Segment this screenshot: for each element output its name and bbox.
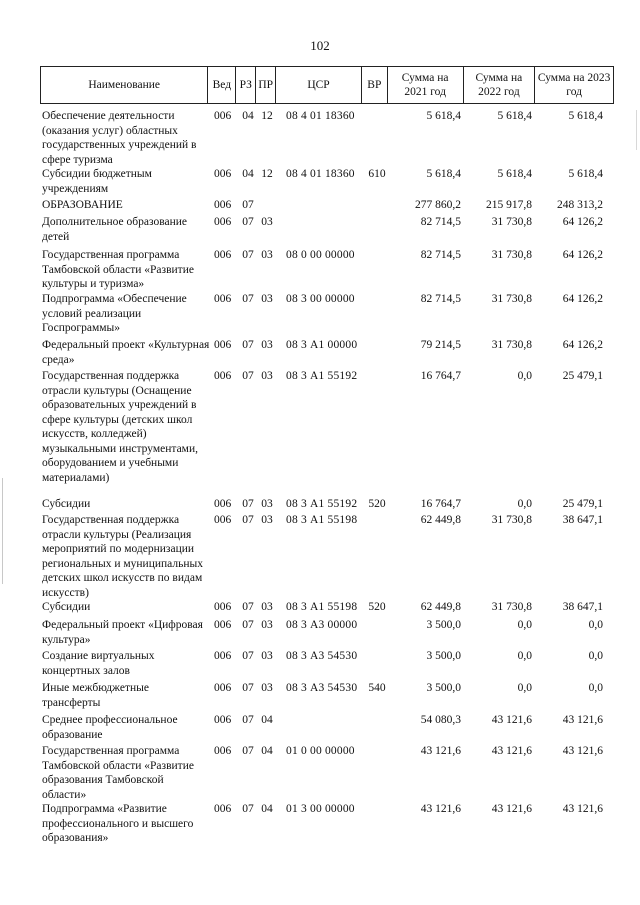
row-rz: 07 [242,249,254,261]
row-pr: 03 [261,249,273,261]
row-pr: 03 [261,216,273,228]
scan-edge-mark-right [636,110,637,150]
row-ved: 006 [214,714,232,726]
row-csr: 08 3 А3 54530 [286,650,358,662]
row-name: Подпрограмма «Развитие профессионального и высшего образования» [42,803,194,844]
row-vr: 540 [368,682,386,694]
row-ved: 006 [214,619,232,631]
row-sum-2021: 82 714,5 [420,216,461,228]
row-pr: 03 [261,498,273,510]
row-ved: 006 [214,168,232,180]
row-ved: 006 [214,370,232,382]
row-ved: 006 [214,650,232,662]
row-csr: 08 0 00 00000 [286,249,355,261]
row-sum-2021: 82 714,5 [420,293,461,305]
row-name: Субсидии [42,601,91,613]
row-csr: 08 3 А1 00000 [286,339,358,351]
row-sum-2022: 31 730,8 [491,249,532,261]
row-sum-2022: 43 121,6 [491,803,532,815]
row-ved: 006 [214,110,232,122]
row-csr: 08 4 01 18360 [286,168,355,180]
row-sum-2023: 25 479,1 [562,370,603,382]
row-sum-2021: 277 860,2 [415,199,461,211]
row-name: Государственная поддержка отрасли культуры (Реализация мероприятий по модернизации региональных и муниципальных детских школ искусств по видам искусств) [42,514,203,599]
row-pr: 12 [261,168,273,180]
row-csr: 08 3 А3 00000 [286,619,358,631]
row-ved: 006 [214,199,232,211]
row-rz: 07 [242,714,254,726]
header-sum-2021: Сумма на 2021 год [388,67,464,103]
row-csr: 01 0 00 00000 [286,745,355,757]
row-sum-2021: 62 449,8 [420,514,461,526]
row-csr: 01 3 00 00000 [286,803,355,815]
row-rz: 07 [242,650,254,662]
row-sum-2021: 62 449,8 [420,601,461,613]
row-name: Среднее профессиональное образование [42,714,178,741]
row-name: Государственная программа Тамбовской области «Развитие образования Тамбовской области» [42,745,194,801]
row-sum-2023: 248 313,2 [557,199,603,211]
row-name: Обеспечение деятельности (оказания услуг) областных государственных учреждений в сфере туризма [42,110,197,166]
row-sum-2021: 54 080,3 [420,714,461,726]
row-pr: 04 [261,745,273,757]
row-pr: 03 [261,682,273,694]
header-csr: ЦСР [276,67,362,103]
row-rz: 07 [242,498,254,510]
header-rz: РЗ [236,67,256,103]
row-sum-2022: 0,0 [517,370,532,382]
row-pr: 03 [261,370,273,382]
row-ved: 006 [214,514,232,526]
row-name: Государственная программа Тамбовской области «Развитие культуры и туризма» [42,249,194,290]
row-rz: 07 [242,370,254,382]
row-sum-2021: 79 214,5 [420,339,461,351]
row-ved: 006 [214,293,232,305]
header-vr: ВР [362,67,388,103]
row-pr: 03 [261,601,273,613]
row-name: Создание виртуальных концертных залов [42,650,155,677]
row-sum-2023: 43 121,6 [562,803,603,815]
row-csr: 08 3 00 00000 [286,293,355,305]
row-csr: 08 3 А3 54530 [286,682,358,694]
row-sum-2023: 25 479,1 [562,498,603,510]
page-number: 102 [310,38,330,53]
row-sum-2023: 64 126,2 [562,216,603,228]
row-sum-2022: 31 730,8 [491,514,532,526]
row-pr: 04 [261,803,273,815]
row-sum-2022: 43 121,6 [491,745,532,757]
row-sum-2023: 0,0 [588,619,603,631]
header-name: Наименование [41,67,208,103]
row-pr: 12 [261,110,273,122]
row-rz: 07 [242,293,254,305]
row-pr: 03 [261,293,273,305]
header-pr: ПР [256,67,276,103]
row-sum-2021: 5 618,4 [426,110,461,122]
row-ved: 006 [214,803,232,815]
row-sum-2023: 64 126,2 [562,293,603,305]
row-sum-2022: 0,0 [517,650,532,662]
row-sum-2023: 64 126,2 [562,249,603,261]
row-sum-2022: 31 730,8 [491,293,532,305]
row-ved: 006 [214,498,232,510]
row-pr: 03 [261,619,273,631]
row-name: Дополнительное образование детей [42,216,188,243]
row-rz: 04 [242,110,254,122]
row-sum-2022: 215 917,8 [486,199,532,211]
row-rz: 07 [242,339,254,351]
row-sum-2023: 5 618,4 [568,110,603,122]
row-sum-2022: 0,0 [517,498,532,510]
row-ved: 006 [214,216,232,228]
row-csr: 08 3 А1 55192 [286,370,358,382]
row-rz: 07 [242,682,254,694]
row-sum-2023: 5 618,4 [568,168,603,180]
row-rz: 07 [242,199,254,211]
row-sum-2021: 5 618,4 [426,168,461,180]
scan-edge-mark [2,478,3,584]
row-name: Субсидии бюджетным учреждениям [42,168,152,195]
row-ved: 006 [214,682,232,694]
row-sum-2021: 3 500,0 [426,619,461,631]
row-sum-2022: 31 730,8 [491,601,532,613]
row-pr: 03 [261,339,273,351]
row-sum-2023: 38 647,1 [562,514,603,526]
row-rz: 04 [242,168,254,180]
row-csr: 08 4 01 18360 [286,110,355,122]
header-sum-2023: Сумма на 2023 год [537,72,611,98]
row-ved: 006 [214,339,232,351]
row-name: Государственная поддержка отрасли культуры (Оснащение образовательных учреждений в сфере культуры (детских школ искусств, колледжей) музыкальными инструментами, оборудованием и учебными материалами) [42,370,198,484]
row-vr: 520 [368,601,386,613]
row-sum-2021: 43 121,6 [420,745,461,757]
row-ved: 006 [214,745,232,757]
row-sum-2021: 3 500,0 [426,650,461,662]
row-ved: 006 [214,249,232,261]
header-sum-2022: Сумма на 2022 год [464,67,536,103]
row-sum-2022: 0,0 [517,619,532,631]
row-sum-2022: 31 730,8 [491,216,532,228]
row-sum-2022: 5 618,4 [497,168,532,180]
row-sum-2021: 16 764,7 [420,370,461,382]
row-sum-2021: 16 764,7 [420,498,461,510]
row-sum-2022: 5 618,4 [497,110,532,122]
row-rz: 07 [242,514,254,526]
row-rz: 07 [242,803,254,815]
row-name: Субсидии [42,498,91,510]
row-csr: 08 3 А1 55198 [286,601,358,613]
row-sum-2021: 43 121,6 [420,803,461,815]
row-ved: 006 [214,601,232,613]
row-name: Федеральный проект «Цифровая культура» [42,619,203,646]
row-sum-2023: 64 126,2 [562,339,603,351]
row-csr: 08 3 А1 55192 [286,498,358,510]
row-sum-2022: 43 121,6 [491,714,532,726]
row-sum-2022: 0,0 [517,682,532,694]
row-pr: 04 [261,714,273,726]
table-header [40,66,614,104]
row-name: Федеральный проект «Культурная среда» [42,339,210,366]
row-sum-2023: 0,0 [588,682,603,694]
row-vr: 610 [368,168,386,180]
row-pr: 03 [261,650,273,662]
row-sum-2023: 43 121,6 [562,714,603,726]
row-vr: 520 [368,498,386,510]
row-rz: 07 [242,619,254,631]
row-rz: 07 [242,745,254,757]
row-pr: 03 [261,514,273,526]
row-sum-2023: 0,0 [588,650,603,662]
row-sum-2021: 82 714,5 [420,249,461,261]
row-sum-2023: 38 647,1 [562,601,603,613]
row-sum-2022: 31 730,8 [491,339,532,351]
row-name: ОБРАЗОВАНИЕ [42,199,123,211]
row-sum-2021: 3 500,0 [426,682,461,694]
header-ved: Вед [208,67,236,103]
row-name: Иные межбюджетные трансферты [42,682,149,709]
row-name: Подпрограмма «Обеспечение условий реализации Госпрограммы» [42,293,187,334]
row-rz: 07 [242,601,254,613]
row-sum-2023: 43 121,6 [562,745,603,757]
row-rz: 07 [242,216,254,228]
row-csr: 08 3 А1 55198 [286,514,358,526]
